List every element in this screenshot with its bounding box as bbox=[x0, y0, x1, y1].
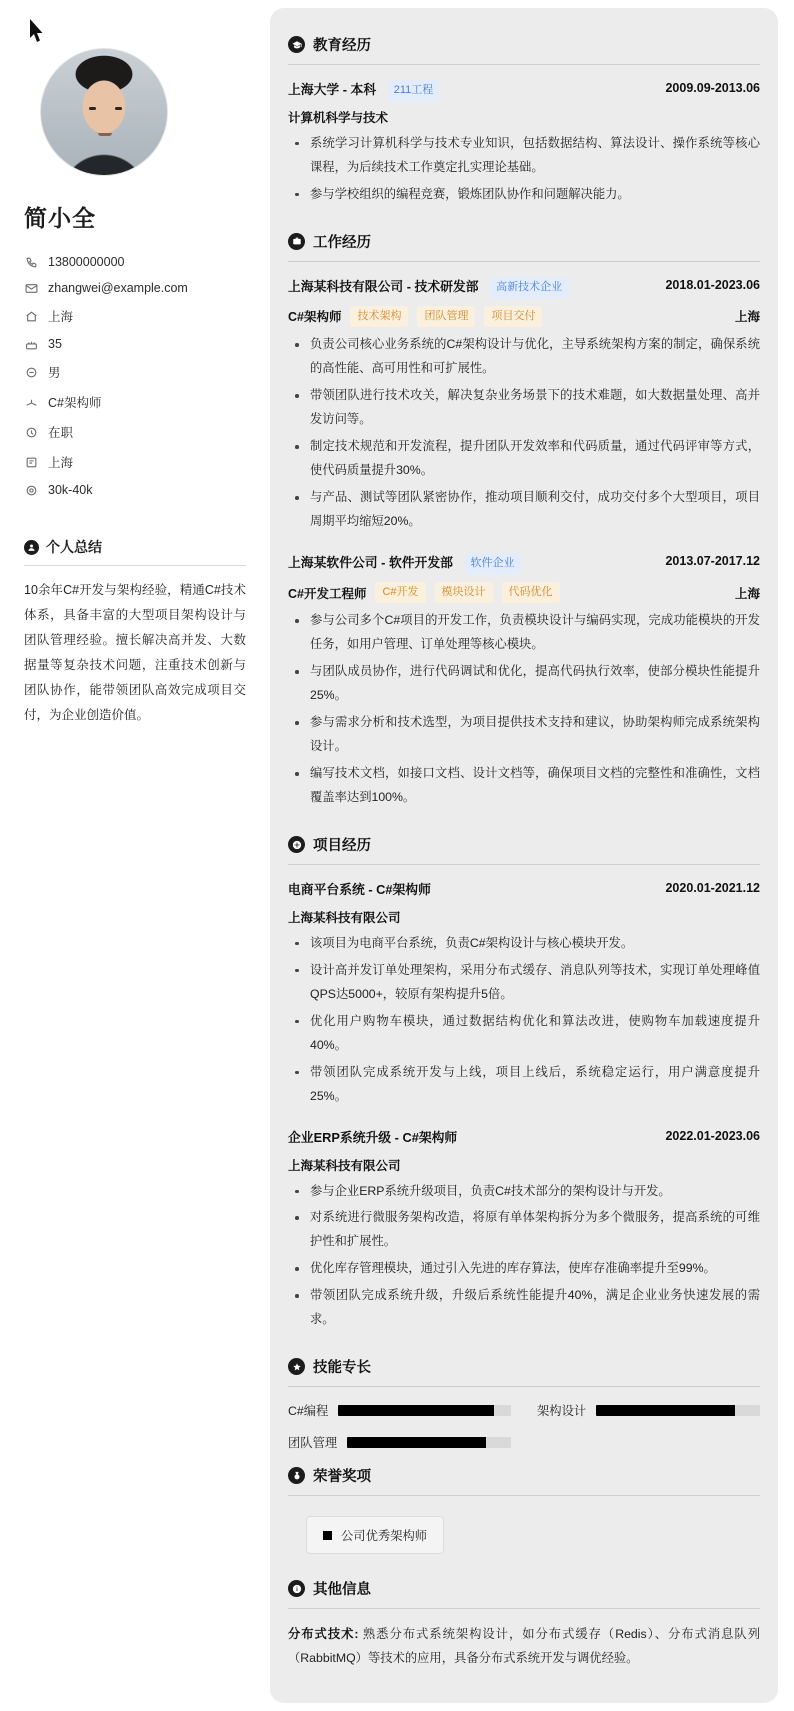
education-school: 上海大学 - 本科 bbox=[288, 82, 377, 97]
skills-heading-label: 技能专长 bbox=[313, 1360, 371, 1377]
mouse-cursor-icon bbox=[28, 18, 46, 44]
work-tag: 代码优化 bbox=[502, 582, 560, 604]
work-entry bbox=[288, 552, 760, 810]
contact-email-value: zhangwei@example.com bbox=[48, 281, 188, 295]
contact-age-value: 35 bbox=[48, 337, 62, 351]
list-item: 设计高并发订单处理架构，采用分布式缓存、消息队列等技术，实现订单处理峰值QPS达5000+，较原有架构提升5倍。 bbox=[288, 959, 760, 1007]
skill-bar-fill bbox=[338, 1405, 493, 1416]
contact-phone-value: 13800000000 bbox=[48, 255, 125, 269]
work-company: 上海某软件公司 - 软件开发部 bbox=[288, 555, 453, 570]
project-bullets bbox=[288, 932, 760, 1109]
project-company: 上海某科技有限公司 bbox=[288, 910, 401, 925]
work-company: 上海某科技有限公司 - 技术研发部 bbox=[288, 278, 479, 294]
contact-gender-value: 男 bbox=[48, 366, 61, 380]
list-item: 带领团队进行技术攻关，解决复杂业务场景下的技术难题，如大数据量处理、高并发访问等。 bbox=[288, 384, 760, 432]
other-item-label: 分布式技术: bbox=[288, 1627, 359, 1642]
briefcase-icon bbox=[288, 233, 305, 250]
project-title: 企业ERP系统升级 - C#架构师 bbox=[288, 1129, 458, 1145]
project-icon bbox=[288, 836, 305, 853]
skill-label: 架构设计 bbox=[537, 1404, 587, 1419]
project-date: 2022.01-2023.06 bbox=[665, 1128, 760, 1143]
contact-status bbox=[24, 417, 246, 447]
contact-home bbox=[24, 301, 246, 331]
work-role: C#架构师 bbox=[288, 310, 342, 325]
summary-section bbox=[24, 537, 246, 728]
education-bullets bbox=[288, 132, 760, 207]
contact-job-title-value: C#架构师 bbox=[48, 396, 102, 410]
education-date: 2009.09-2013.06 bbox=[665, 81, 760, 95]
list-item: 参与学校组织的编程竞赛，锻炼团队协作和问题解决能力。 bbox=[288, 183, 760, 207]
award-icon bbox=[323, 1531, 332, 1540]
avatar bbox=[40, 48, 168, 176]
skill-item bbox=[537, 1401, 760, 1419]
cake-icon bbox=[24, 337, 38, 351]
other-item-text: 熟悉分布式系统架构设计，如分布式缓存（Redis）、分布式消息队列（RabbitMQ）等技术的应用，具备分布式系统开发与调优经验。 bbox=[288, 1627, 760, 1666]
summary-heading-label: 个人总结 bbox=[46, 539, 102, 555]
work-date: 2013.07-2017.12 bbox=[665, 554, 760, 568]
work-heading bbox=[288, 225, 760, 262]
skill-item bbox=[288, 1401, 511, 1419]
mail-icon bbox=[24, 281, 38, 295]
list-item: 带领团队完成系统开发与上线，项目上线后，系统稳定运行，用户满意度提升25%。 bbox=[288, 1061, 760, 1109]
list-item: 优化用户购物车模块，通过数据结构优化和算法改进，使购物车加载速度提升40%。 bbox=[288, 1010, 760, 1058]
projects-section bbox=[288, 828, 760, 1332]
skill-bar bbox=[338, 1405, 511, 1416]
work-role: C#开发工程师 bbox=[288, 586, 367, 601]
work-tag: 团队管理 bbox=[417, 306, 475, 328]
education-entry bbox=[288, 79, 760, 207]
skill-bar bbox=[347, 1437, 511, 1448]
location-icon bbox=[24, 455, 38, 469]
education-heading-label: 教育经历 bbox=[313, 38, 371, 54]
work-chip: 高新技术企业 bbox=[490, 277, 568, 298]
info-icon bbox=[288, 1580, 305, 1597]
project-company: 上海某科技有限公司 bbox=[288, 1158, 401, 1173]
projects-heading-label: 项目经历 bbox=[313, 838, 371, 855]
education-chip: 211工程 bbox=[388, 80, 440, 101]
contact-age bbox=[24, 331, 246, 357]
contact-gender bbox=[24, 357, 246, 387]
work-tag: 技术架构 bbox=[350, 306, 408, 328]
list-item: 负责公司核心业务系统的C#架构设计与优化，主导系统架构方案的制定，确保系统的高性能、高可用性和可扩展性。 bbox=[288, 333, 760, 381]
honors-heading-label: 荣誉奖项 bbox=[313, 1469, 371, 1486]
work-location: 上海 bbox=[734, 310, 760, 325]
skill-label: C#编程 bbox=[288, 1404, 329, 1419]
other-heading-label: 其他信息 bbox=[313, 1582, 371, 1599]
work-date: 2018.01-2023.06 bbox=[665, 277, 760, 292]
education-section bbox=[288, 28, 760, 207]
list-item: 参与公司多个C#项目的开发工作，负责模块设计与编码实现，完成功能模块的开发任务，如用户管理、订单处理等核心模块。 bbox=[288, 609, 760, 657]
skills-section bbox=[288, 1350, 760, 1451]
skill-label: 团队管理 bbox=[288, 1436, 338, 1451]
projects-heading bbox=[288, 828, 760, 865]
work-bullets bbox=[288, 609, 760, 810]
profile-sidebar bbox=[0, 8, 268, 728]
skills-heading bbox=[288, 1350, 760, 1387]
contact-location bbox=[24, 447, 246, 477]
project-bullets bbox=[288, 1180, 760, 1333]
summary-text: 10余年C#开发与架构经验，精通C#技术体系，具备丰富的大型项目架构设计与团队管理经验。擅长解决高并发、大数据量等复杂技术问题，注重技术创新与团队协作，能带领团队高效完成项目交付，为企业创造价值。 bbox=[24, 583, 246, 722]
list-item: 参与企业ERP系统升级项目，负责C#技术部分的架构设计与开发。 bbox=[288, 1180, 760, 1204]
skill-item bbox=[288, 1433, 511, 1451]
medal-icon bbox=[288, 1467, 305, 1484]
education-major: 计算机科学与技术 bbox=[288, 110, 389, 125]
list-item: 对系统进行微服务架构改造，将原有单体架构拆分为多个微服务，提高系统的可维护性和扩展性。 bbox=[288, 1206, 760, 1254]
status-icon bbox=[24, 425, 38, 439]
other-item bbox=[288, 1623, 760, 1671]
skill-bar-fill bbox=[347, 1437, 486, 1448]
work-section bbox=[288, 225, 760, 810]
star-icon bbox=[288, 1358, 305, 1375]
list-item: 该项目为电商平台系统，负责C#架构设计与核心模块开发。 bbox=[288, 932, 760, 956]
contact-status-value: 在职 bbox=[48, 426, 74, 440]
gender-icon bbox=[24, 365, 38, 379]
graduation-cap-icon bbox=[288, 36, 305, 53]
home-icon bbox=[24, 309, 38, 323]
contact-phone bbox=[24, 249, 246, 275]
project-entry bbox=[288, 1127, 760, 1333]
contact-salary bbox=[24, 477, 246, 503]
list-item: 与产品、测试等团队紧密协作，推动项目顺利交付，成功交付多个大型项目，项目周期平均缩短20%。 bbox=[288, 486, 760, 534]
list-item: 参与需求分析和技术选型，为项目提供技术支持和建议，协助架构师完成系统架构设计。 bbox=[288, 711, 760, 759]
project-date: 2020.01-2021.12 bbox=[665, 881, 760, 896]
work-heading-label: 工作经历 bbox=[313, 234, 371, 251]
contact-location-value: 上海 bbox=[48, 456, 74, 470]
other-heading bbox=[288, 1572, 760, 1609]
skill-bar-fill bbox=[596, 1405, 735, 1416]
briefcase-icon bbox=[24, 395, 38, 409]
list-item: 带领团队完成系统升级，升级后系统性能提升40%，满足企业业务快速发展的需求。 bbox=[288, 1284, 760, 1332]
honors-section bbox=[288, 1459, 760, 1566]
candidate-name: 简小全 bbox=[24, 205, 96, 231]
avatar-eye-right bbox=[115, 107, 122, 110]
avatar-photo bbox=[41, 49, 167, 175]
project-title: 电商平台系统 - C#架构师 bbox=[288, 882, 431, 898]
list-item: 系统学习计算机科学与技术专业知识，包括数据结构、算法设计、操作系统等核心课程，为后续技术工作奠定扎实理论基础。 bbox=[288, 132, 760, 180]
contact-job-title bbox=[24, 387, 246, 417]
salary-icon bbox=[24, 483, 38, 497]
contact-email bbox=[24, 275, 246, 301]
work-location: 上海 bbox=[734, 586, 760, 601]
resume-content bbox=[270, 8, 778, 1703]
education-heading bbox=[288, 28, 760, 65]
honors-heading bbox=[288, 1459, 760, 1496]
list-item: 优化库存管理模块，通过引入先进的库存算法，使库存准确率提升至99%。 bbox=[288, 1257, 760, 1281]
honor-item bbox=[306, 1516, 444, 1554]
summary-heading bbox=[24, 537, 246, 566]
list-item: 与团队成员协作，进行代码调试和优化，提高代码执行效率，使部分模块性能提升25%。 bbox=[288, 660, 760, 708]
skills-grid bbox=[288, 1401, 760, 1451]
honor-label: 公司优秀架构师 bbox=[341, 1529, 428, 1544]
work-bullets bbox=[288, 333, 760, 534]
contact-salary-value: 30k-40k bbox=[48, 483, 93, 497]
work-tag: 项目交付 bbox=[484, 306, 542, 328]
list-item: 制定技术规范和开发流程，提升团队开发效率和代码质量，通过代码评审等方式，使代码质量提升30%。 bbox=[288, 435, 760, 483]
list-item: 编写技术文档，如接口文档、设计文档等，确保项目文档的完整性和准确性，文档覆盖率达到100%。 bbox=[288, 762, 760, 810]
other-section bbox=[288, 1572, 760, 1671]
person-icon bbox=[24, 540, 39, 555]
contact-home-value: 上海 bbox=[48, 310, 74, 324]
work-tag: C#开发 bbox=[375, 582, 425, 604]
work-chip: 软件企业 bbox=[465, 553, 521, 574]
phone-icon bbox=[24, 255, 38, 269]
avatar-mouth bbox=[98, 133, 112, 136]
project-entry bbox=[288, 879, 760, 1109]
contact-list bbox=[24, 249, 246, 503]
work-tag: 模块设计 bbox=[435, 582, 493, 604]
work-entry bbox=[288, 276, 760, 534]
skill-bar bbox=[596, 1405, 760, 1416]
avatar-eye-left bbox=[89, 107, 96, 110]
